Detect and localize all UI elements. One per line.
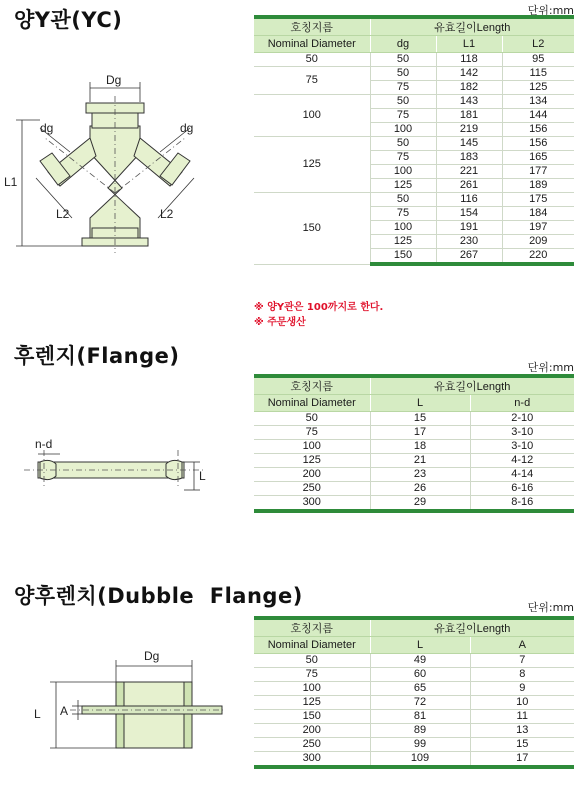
table-row: 125 261 189	[254, 179, 574, 193]
yc-nominal-head: 호칭지름	[254, 17, 370, 36]
yc-unit: 단위:mm	[527, 4, 574, 17]
table-row: 100 65 9	[254, 682, 574, 696]
dflange-unit: 단위:mm	[527, 601, 574, 614]
dflange-col-a: A	[470, 637, 574, 654]
table-row: 100 191 197	[254, 221, 574, 235]
dflange-nominal-head: 호칭지름	[254, 618, 370, 637]
yc-l2-left-label: L2	[56, 207, 70, 221]
yc-note-order: ※ 주문생산	[254, 317, 306, 328]
dflange-length-head: 유효길이Length	[370, 618, 574, 637]
table-row: 300 109 17	[254, 752, 574, 768]
dflange-a-label: A	[60, 704, 69, 718]
flange-title: 후렌지(Flange)	[14, 344, 180, 368]
table-row: 100 50 143 134	[254, 95, 574, 109]
yc-nominal-sub-head: Nominal Diameter	[254, 36, 370, 53]
flange-nominal-head: 호칭지름	[254, 376, 370, 395]
dflange-diagram	[20, 644, 230, 754]
yc-dg-left-label: dg	[40, 121, 54, 135]
table-row: 75 182 125	[254, 81, 574, 95]
yc-length-head: 유효길이Length	[370, 17, 574, 36]
table-row: 50 49 7	[254, 654, 574, 668]
yc-diagram	[0, 68, 250, 258]
table-row: 125 50 145 156	[254, 137, 574, 151]
yc-col-dg: dg	[370, 36, 436, 53]
table-row: 75 183 165	[254, 151, 574, 165]
table-row: 75 60 8	[254, 668, 574, 682]
table-row: 100 219 156	[254, 123, 574, 137]
dflange-dg-label: Dg	[144, 649, 160, 663]
table-row: 75 17 3-10	[254, 426, 574, 440]
yc-dg-right-label: dg	[180, 121, 194, 135]
table-row: 150 267 220	[254, 249, 574, 265]
dflange-nominal-sub-head: Nominal Diameter	[254, 637, 370, 654]
yc-l2-right-label: L2	[160, 207, 174, 221]
table-row: 200 23 4-14	[254, 468, 574, 482]
dflange-col-l: L	[370, 637, 470, 654]
yc-col-l2: L2	[502, 36, 574, 53]
flange-spec-table	[254, 374, 574, 513]
flange-length-head: 유효길이Length	[370, 376, 574, 395]
flange-nominal-sub-head: Nominal Diameter	[254, 395, 370, 412]
yc-l1-label: L1	[4, 175, 18, 189]
table-row: 200 89 13	[254, 724, 574, 738]
yc-col-l1: L1	[436, 36, 502, 53]
yc-dg-top-label: Dg	[106, 73, 122, 87]
table-row: 150 81 11	[254, 710, 574, 724]
table-row: 300 29 8-16	[254, 496, 574, 512]
table-row: 50 50 118 95	[254, 53, 574, 67]
table-row: 75 50 142 115	[254, 67, 574, 81]
dflange-title: 양후렌치(Dubble Flange)	[14, 584, 303, 608]
dflange-l-label: L	[34, 707, 41, 721]
yc-spec-table	[254, 15, 574, 266]
table-row: 150 50 116 175	[254, 193, 574, 207]
yc-note-limit: ※ 양Y관은 100까지로 한다.	[254, 302, 384, 313]
table-row: 50 15 2-10	[254, 412, 574, 426]
table-row: 75 154 184	[254, 207, 574, 221]
table-row: 100 221 177	[254, 165, 574, 179]
table-row: 250 99 15	[254, 738, 574, 752]
table-row: 125 72 10	[254, 696, 574, 710]
table-row: 250 26 6-16	[254, 482, 574, 496]
table-row: 75 181 144	[254, 109, 574, 123]
flange-diagram	[10, 432, 220, 502]
table-row: 125 230 209	[254, 235, 574, 249]
flange-nd-label: n-d	[35, 437, 53, 451]
flange-col-nd: n-d	[470, 395, 574, 412]
flange-l-label: L	[199, 469, 206, 483]
table-row: 100 18 3-10	[254, 440, 574, 454]
table-row: 125 21 4-12	[254, 454, 574, 468]
flange-col-l: L	[370, 395, 470, 412]
yc-title: 양Y관(YC)	[14, 8, 123, 32]
flange-unit: 단위:mm	[527, 361, 574, 374]
dflange-spec-table	[254, 616, 574, 769]
